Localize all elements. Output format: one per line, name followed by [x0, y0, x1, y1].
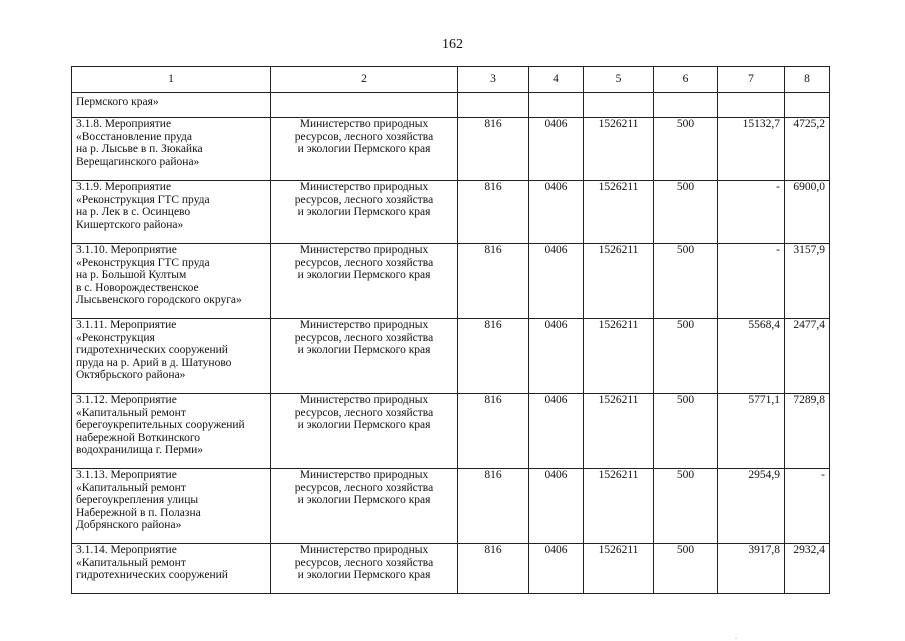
- target-code-cell: 1526211: [584, 244, 654, 319]
- expense-type-cell: 500: [654, 319, 718, 394]
- code-cell: 816: [458, 469, 529, 544]
- table-row: [72, 244, 830, 319]
- column-header: 6: [654, 67, 718, 93]
- column-header: 8: [785, 67, 830, 93]
- column-header: 7: [718, 67, 785, 93]
- amount-cell: 5568,4: [718, 319, 785, 394]
- table-row: [72, 118, 830, 181]
- target-code-cell: 1526211: [584, 469, 654, 544]
- amount-cell: 4725,2: [785, 118, 830, 181]
- code-cell: 816: [458, 244, 529, 319]
- activity-name-cell: 3.1.13. Мероприятие «Капитальный ремонт берегоукрепления улицы Набережной в п. Полазна Добрянского района»: [72, 469, 271, 544]
- section-code-cell: [529, 93, 584, 118]
- table-row: [72, 394, 830, 469]
- responsible-org-cell: Министерство природных ресурсов, лесного хозяйства и экологии Пермского края: [271, 544, 458, 594]
- section-code-cell: 0406: [529, 469, 584, 544]
- responsible-org-cell: Министерство природных ресурсов, лесного хозяйства и экологии Пермского края: [271, 319, 458, 394]
- section-code-cell: 0406: [529, 181, 584, 244]
- amount-cell: 6900,0: [785, 181, 830, 244]
- activity-name-cell: 3.1.12. Мероприятие «Капитальный ремонт берегоукрепительных сооружений набережной Воткинского водохранилища г. Перми»: [72, 394, 271, 469]
- activity-name-cell: Пермского края»: [72, 93, 271, 118]
- target-code-cell: 1526211: [584, 181, 654, 244]
- expense-type-cell: 500: [654, 394, 718, 469]
- expense-type-cell: 500: [654, 181, 718, 244]
- section-code-cell: 0406: [529, 544, 584, 594]
- code-cell: 816: [458, 394, 529, 469]
- expense-type-cell: 500: [654, 469, 718, 544]
- amount-cell: 2477,4: [785, 319, 830, 394]
- responsible-org-cell: [271, 93, 458, 118]
- amount-cell: -: [718, 244, 785, 319]
- activity-name-cell: 3.1.10. Мероприятие «Реконструкция ГТС пруда на р. Большой Култым в с. Новорождественское Лысьвенского городского округа»: [72, 244, 271, 319]
- activity-name-cell: 3.1.14. Мероприятие «Капитальный ремонт гидротехнических сооружений: [72, 544, 271, 594]
- target-code-cell: 1526211: [584, 544, 654, 594]
- amount-cell: -: [718, 181, 785, 244]
- target-code-cell: 1526211: [584, 394, 654, 469]
- responsible-org-cell: Министерство природных ресурсов, лесного хозяйства и экологии Пермского края: [271, 181, 458, 244]
- activity-name-cell: 3.1.9. Мероприятие «Реконструкция ГТС пруда на р. Лек в с. Осинцево Кишертского района»: [72, 181, 271, 244]
- target-code-cell: 1526211: [584, 118, 654, 181]
- target-code-cell: [584, 93, 654, 118]
- activity-name-cell: 3.1.8. Мероприятие «Восстановление пруда на р. Лысьве в п. Зюкайка Верещагинского района»: [72, 118, 271, 181]
- column-header: 5: [584, 67, 654, 93]
- target-code-cell: 1526211: [584, 319, 654, 394]
- code-cell: 816: [458, 181, 529, 244]
- section-code-cell: 0406: [529, 244, 584, 319]
- section-code-cell: 0406: [529, 118, 584, 181]
- table-row: [72, 93, 830, 118]
- code-cell: [458, 93, 529, 118]
- responsible-org-cell: Министерство природных ресурсов, лесного хозяйства и экологии Пермского края: [271, 244, 458, 319]
- amount-cell: 15132,7: [718, 118, 785, 181]
- table-row: [72, 544, 830, 594]
- amount-cell: 2954,9: [718, 469, 785, 544]
- table-row: [72, 469, 830, 544]
- activity-name-cell: 3.1.11. Мероприятие «Реконструкция гидротехнических сооружений пруда на р. Арий в д. Шатуново Октябрьского района»: [72, 319, 271, 394]
- responsible-org-cell: Министерство природных ресурсов, лесного хозяйства и экологии Пермского края: [271, 118, 458, 181]
- page-number: 162: [442, 37, 463, 52]
- amount-cell: [785, 93, 830, 118]
- code-cell: 816: [458, 118, 529, 181]
- budget-table: [71, 66, 830, 594]
- scan-mark: .: [735, 632, 737, 641]
- table-row: [72, 319, 830, 394]
- amount-cell: 3157,9: [785, 244, 830, 319]
- expense-type-cell: 500: [654, 544, 718, 594]
- responsible-org-cell: Министерство природных ресурсов, лесного хозяйства и экологии Пермского края: [271, 394, 458, 469]
- amount-cell: 5771,1: [718, 394, 785, 469]
- code-cell: 816: [458, 319, 529, 394]
- column-header: 1: [72, 67, 271, 93]
- column-header: 4: [529, 67, 584, 93]
- amount-cell: 3917,8: [718, 544, 785, 594]
- amount-cell: 2932,4: [785, 544, 830, 594]
- section-code-cell: 0406: [529, 394, 584, 469]
- amount-cell: [718, 93, 785, 118]
- amount-cell: -: [785, 469, 830, 544]
- expense-type-cell: 500: [654, 118, 718, 181]
- table-header-row: [72, 67, 830, 93]
- expense-type-cell: 500: [654, 244, 718, 319]
- amount-cell: 7289,8: [785, 394, 830, 469]
- responsible-org-cell: Министерство природных ресурсов, лесного хозяйства и экологии Пермского края: [271, 469, 458, 544]
- code-cell: 816: [458, 544, 529, 594]
- table-row: [72, 181, 830, 244]
- column-header: 3: [458, 67, 529, 93]
- expense-type-cell: [654, 93, 718, 118]
- column-header: 2: [271, 67, 458, 93]
- section-code-cell: 0406: [529, 319, 584, 394]
